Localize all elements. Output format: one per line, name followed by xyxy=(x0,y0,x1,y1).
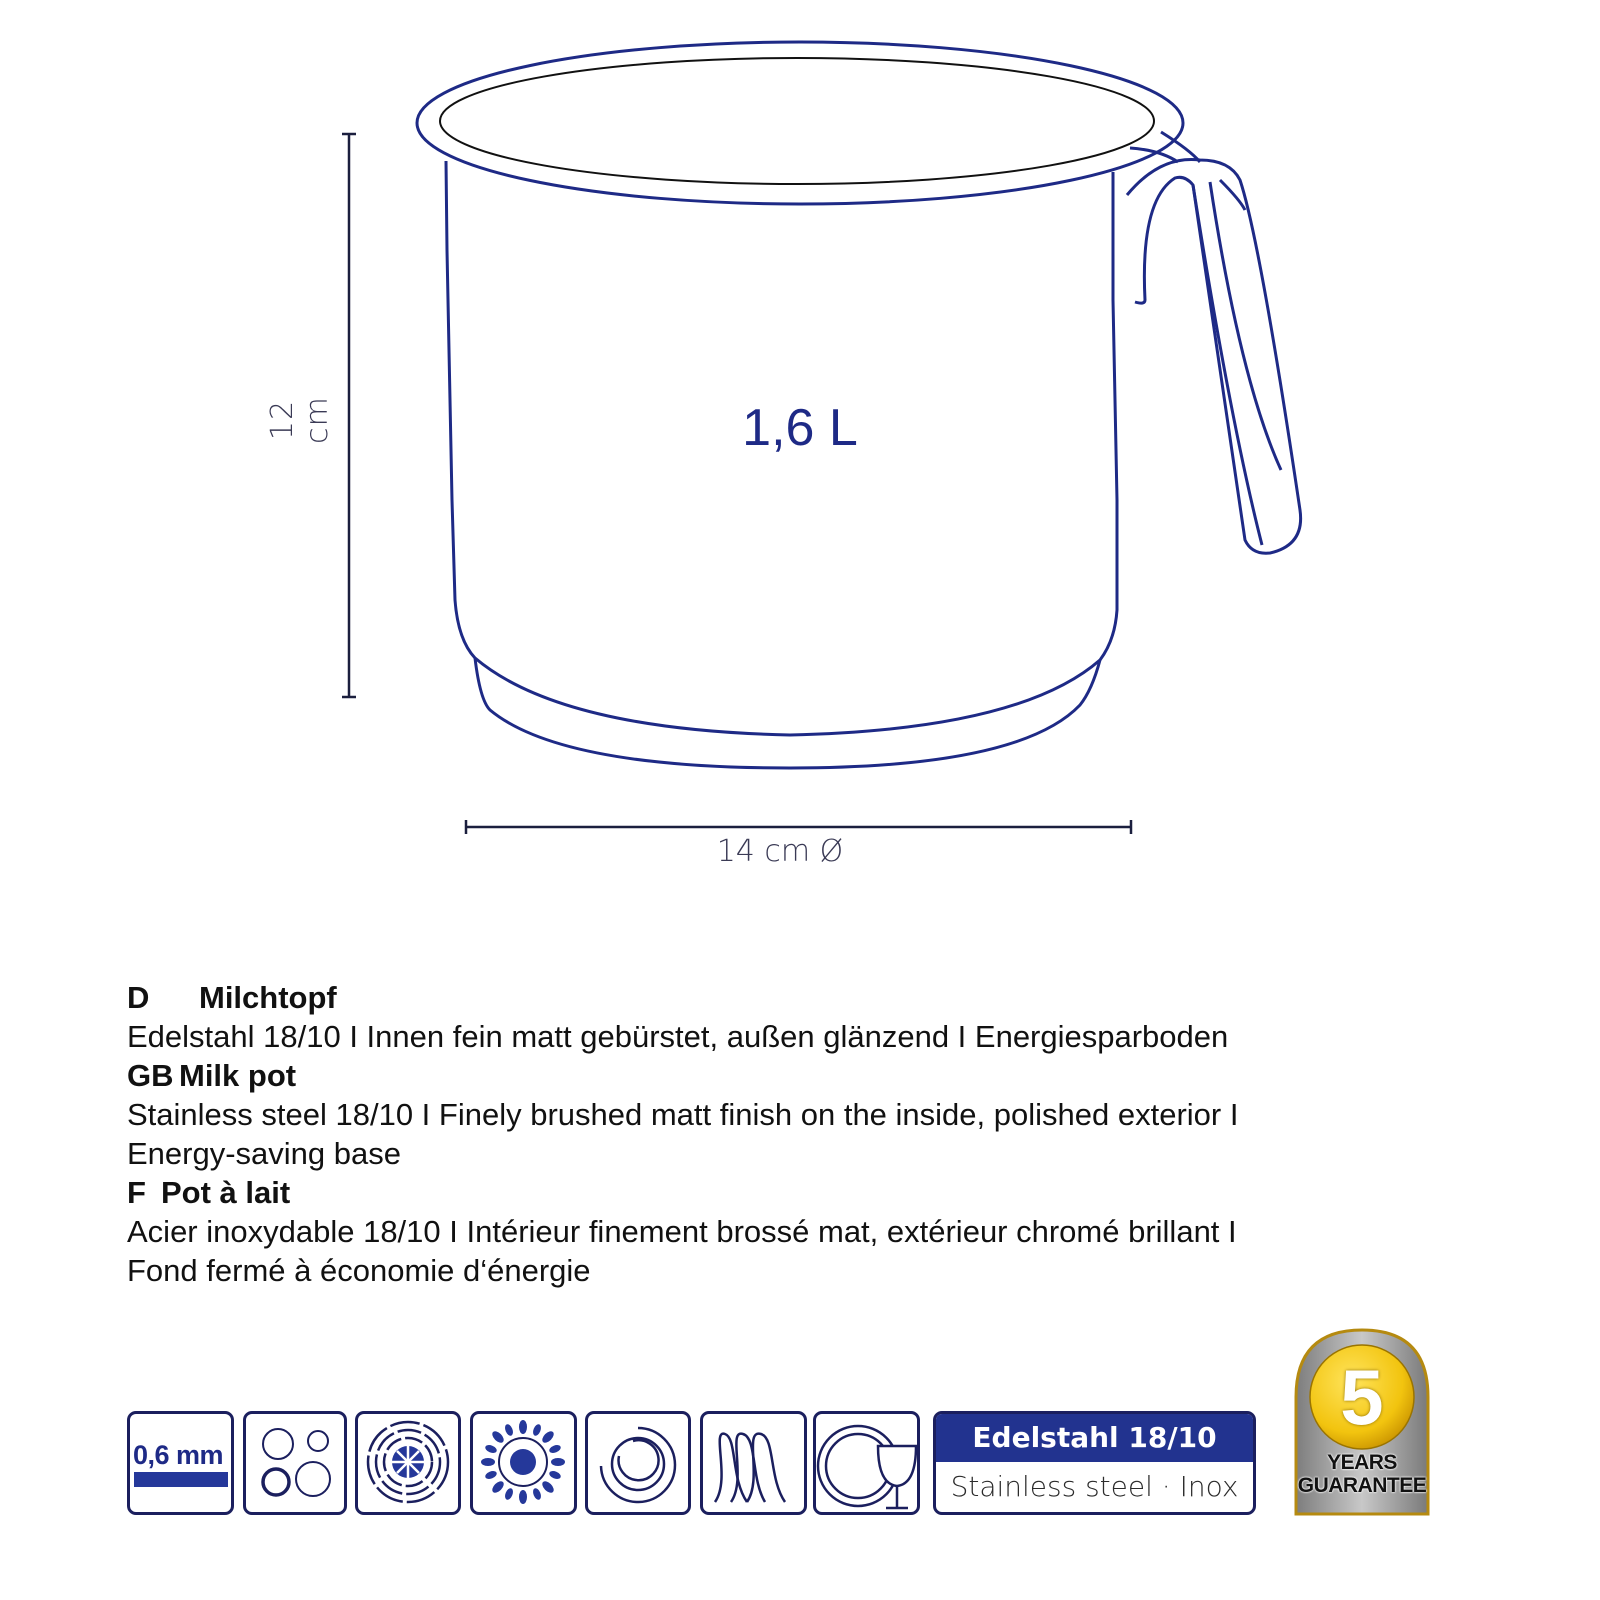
thickness-bar xyxy=(134,1472,228,1487)
ceramic-hob-icon xyxy=(355,1411,461,1515)
description-text: Stainless steel 18/10 I Finely brushed matt finish on the inside, polished exterior I xyxy=(127,1097,1239,1132)
guarantee-line2: GUARANTEE xyxy=(1297,1474,1427,1497)
diameter-label: 14 cm Ø xyxy=(716,834,844,869)
dishwasher-safe-icon xyxy=(813,1411,920,1515)
product-title: Milchtopf xyxy=(199,980,337,1015)
pot-handle-inner-line xyxy=(1193,185,1262,545)
pot-rim-outer xyxy=(417,42,1183,204)
pot-handle-loop xyxy=(1127,159,1301,553)
description-text: Fond fermé à économie d‘énergie xyxy=(127,1253,591,1288)
product-descriptions xyxy=(127,978,1427,1290)
description-heading xyxy=(127,1173,1427,1212)
description-text: Energy-saving base xyxy=(127,1136,401,1171)
description-heading xyxy=(127,1056,1427,1095)
thickness-label: 0,6 mm xyxy=(133,1440,224,1470)
material-label xyxy=(933,1411,1256,1515)
electric-hob-icon xyxy=(243,1411,347,1515)
material-label-bottom: Stainless steel · Inox xyxy=(950,1470,1239,1503)
material-thickness-icon xyxy=(127,1411,234,1515)
description-de xyxy=(127,978,1427,1056)
height-label: 12 cm xyxy=(265,396,335,444)
halogen-hob-icon xyxy=(585,1411,691,1515)
language-code: D xyxy=(127,980,150,1015)
pot-base xyxy=(475,658,1100,768)
material-label-top: Edelstahl 18/10 xyxy=(936,1414,1253,1462)
guarantee-line1: YEARS xyxy=(1327,1451,1397,1474)
pot-rim-inner xyxy=(440,58,1154,184)
induction-hob-icon xyxy=(700,1411,807,1515)
language-code: GB xyxy=(127,1058,174,1093)
description-heading xyxy=(127,978,1427,1017)
description-gb xyxy=(127,1056,1427,1173)
description-fr xyxy=(127,1173,1427,1290)
guarantee-years-number: 5 xyxy=(1340,1353,1384,1441)
language-code: F xyxy=(127,1175,146,1210)
gas-hob-icon xyxy=(470,1411,577,1515)
description-text: Acier inoxydable 18/10 I Intérieur finement brossé mat, extérieur chromé brillant I xyxy=(127,1214,1237,1249)
description-text: Edelstahl 18/10 I Innen fein matt gebürstet, außen glänzend I Energiesparboden xyxy=(127,1019,1229,1054)
volume-label: 1,6 L xyxy=(742,399,858,457)
guarantee-text xyxy=(1293,1451,1431,1497)
product-title: Milk pot xyxy=(179,1058,297,1093)
product-title: Pot à lait xyxy=(161,1175,291,1210)
